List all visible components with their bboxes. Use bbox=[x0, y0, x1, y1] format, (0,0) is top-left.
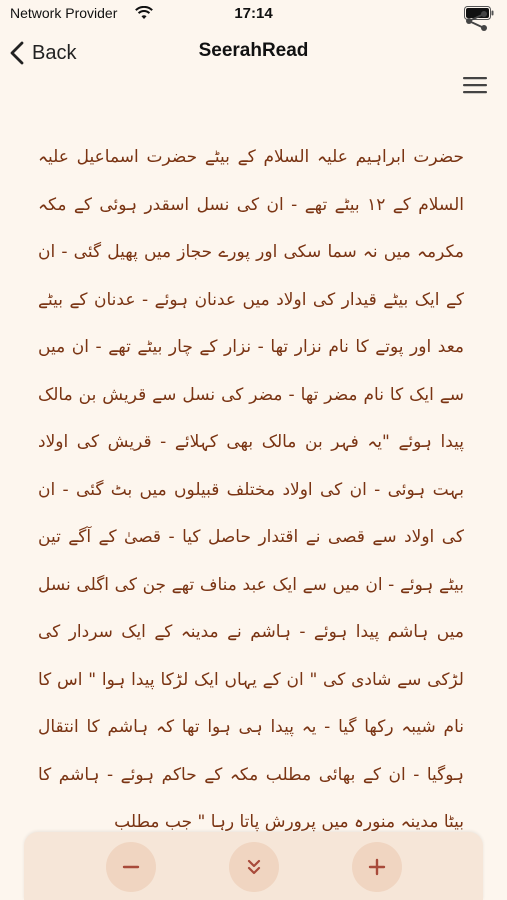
increase-font-button[interactable] bbox=[352, 842, 402, 892]
bottom-toolbar bbox=[24, 832, 483, 900]
plus-icon bbox=[366, 856, 388, 878]
share-icon[interactable] bbox=[460, 10, 490, 32]
status-bar bbox=[0, 0, 507, 28]
page-title: SeerahRead bbox=[198, 40, 309, 61]
hamburger-menu-icon[interactable] bbox=[462, 75, 488, 95]
status-time: 17:14 bbox=[234, 5, 273, 22]
back-label: Back bbox=[32, 41, 77, 64]
seerah-text: حضرت ابراہیم علیہ السلام کے بیٹے حضرت اسماعیل علیہ السلام کے ۱۲ بیٹے تھے - ان کی نسل اسقدر ہوئی کے مکہ مکرمہ میں نہ سما سکی اور پورے حجاز میں پھیل گئی - ان کے ایک بیٹے قیدار کی اولاد میں عدنان ہوئے - عدنان کے بیٹے معد اور پوتے کا نام نزار تھا - نزار کے چار بیٹے تھے - ان میں سے ایک کا نام مضر تھا - مضر کی نسل سے قریش بن مالک پیدا ہوئے "یہ فہر بن مالک بھی کہلائے - قریش کی اولاد بہت ہوئی - ان کی اولاد مختلف قبیلوں میں بٹ گئی - ان کی اولاد سے قصی نے اقتدار حاصل کیا - قصیٰ کے آگے تین بیٹے ہوئے - ان میں سے ایک عبد مناف تھے جن کی اگلی نسل میں ہاشم پیدا ہوئے - ہاشم نے مدینہ کے ایک سردار کی لڑکی سے شادی کی " ان کے یہاں ایک لڑکا پیدا ہوا " اس کا نام شیبہ رکھا گیا - یہ پیدا ہی ہوا تھا کہ ہاشم کا انتقال ہوگیا - ان کے بھائی مطلب مکہ کے حاکم ہوئے - ہاشم کا بیٹا مدینہ منورہ میں پرورش پاتا رہا " جب مطلب bbox=[38, 147, 464, 832]
reading-content[interactable] bbox=[38, 134, 464, 834]
carrier-name: Network Provider bbox=[10, 5, 118, 21]
minus-icon bbox=[120, 856, 142, 878]
double-chevron-down-icon bbox=[243, 856, 265, 878]
navigation-bar bbox=[0, 30, 507, 74]
auto-scroll-button[interactable] bbox=[229, 842, 279, 892]
decrease-font-button[interactable] bbox=[106, 842, 156, 892]
